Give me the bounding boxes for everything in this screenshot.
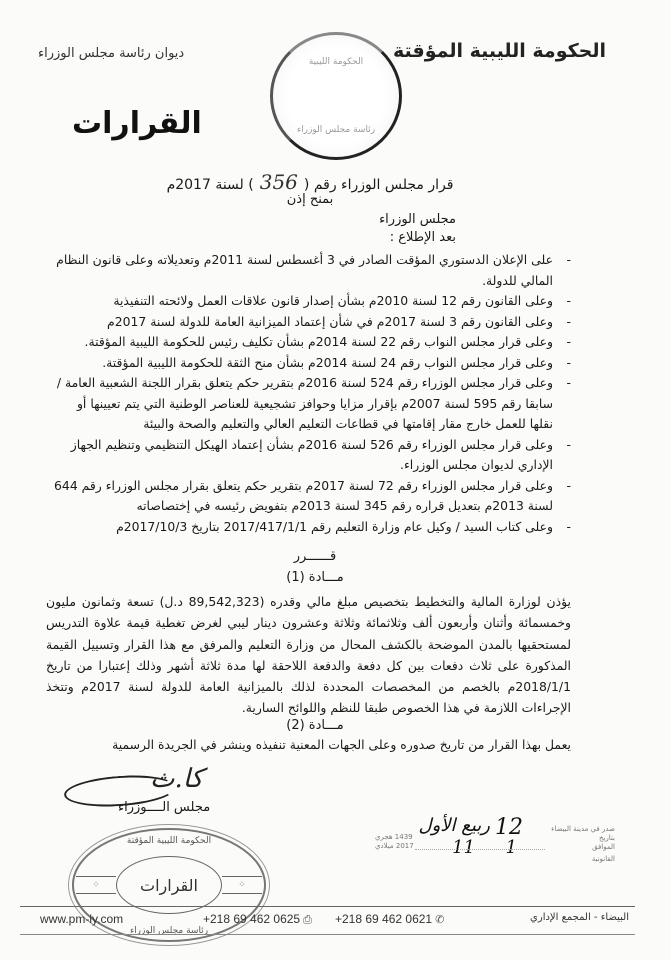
gregorian-day: 1 [505,837,517,858]
stamp-bottom-text: رئاسة مجلس الوزراء [129,926,209,936]
decree-title [0,170,620,194]
bullet: - [566,477,571,493]
signature-mark: كا.ث [150,764,204,794]
section-title: القرارات [72,106,202,141]
footer-fax [203,912,315,927]
preamble-item [51,250,571,291]
decree-number: 356 [259,170,298,194]
footer-website[interactable]: www.pm-ly.com [40,912,124,926]
stamp-top-text: الحكومة الليبية المؤقتة [126,836,212,846]
government-name: الحكومة الليبية المؤقتة [392,40,606,62]
date-underline [415,849,545,850]
preamble-item-text: وعلى قرار مجلس النواب رقم 24 لسنة 2014م بشأن منح الثقة للحكومة الليبية المؤقتة. [102,354,553,370]
fax-number: +218 69 462 0625 [203,912,301,926]
preamble-item [51,517,571,538]
footer-divider-top [20,906,635,907]
preamble-item-text: وعلى قرار مجلس النواب رقم 22 لسنة 2014م بشأن تكليف رئيس للحكومة الليبية المؤقتة. [84,334,553,349]
bullet: - [566,293,571,308]
issued-in-label: صدر في مدينة البيضاء [551,825,615,833]
stamp-ornament-right: ⁘ [222,876,262,894]
footer-phone [335,912,447,926]
article-1-heading: مـــادة (1) [286,570,344,585]
decided-heading: قــــــرر [293,549,337,564]
footer-divider-bottom [20,934,635,935]
seal-top-text: الحكومة الليبية [308,57,364,67]
decree-title-suffix: ) لسنة 2017م [166,177,254,193]
bullet: - [566,436,571,452]
article-2-body: يعمل بهذا القرار من تاريخ صدوره وعلى الجهات المعنية تنفيذه وينشر في الجريدة الرسمية [112,737,571,752]
phone-number: +218 69 462 0621 [335,912,433,926]
preamble-list [51,250,571,537]
decree-subtitle: بمنح إذن [286,192,334,207]
hijri-month: ربيع الأول [418,815,490,836]
office-name: ديوان رئاسة مجلس الوزراء [38,46,185,61]
gregorian-year: 2017 ميلادي [375,842,414,850]
bullet: - [566,375,571,390]
seal-bottom-text: رئاسة مجلس الوزراء [296,125,376,135]
preamble-item-text: وعلى القانون رقم 3 لسنة 2017م في شأن إعتماد الميزانية العامة للدولة لسنة 2017م [107,313,553,329]
bullet: - [566,252,571,267]
issue-footnote: القانونية [591,855,615,863]
preamble-item [51,312,571,333]
preamble-item-text: وعلى قرار مجلس الوزراء رقم 524 لسنة 2016م بتقرير حكم يتعلق بقرار اللجنة الشعبية العامة / سابقا رقم 595 لسنة 2007م بإقرار مزايا وحوافز تشجيعية للعناصر الوطنية التي يتم تعيينها أو نقلها للعمل خارج مقار إقامتها في قطاعات التعليم العالي والتعليم والصحة والبيئة [56,375,553,431]
fax-icon: ⎙ [303,914,312,926]
issue-labels [551,825,615,852]
phone-icon: ✆ [435,914,445,926]
preamble-item [51,373,571,435]
decree-title-prefix: قرار مجلس الوزراء رقم ( [303,177,454,193]
preamble-item-text: على الإعلان الدستوري المؤقت الصادر في 3 أغسطس لسنة 2011م وتعديلاته وعلى قانون النظام المالي للدولة. [56,252,553,288]
preamble-item [51,476,571,517]
preamble-item-text: وعلى قرار مجلس الوزراء رقم 72 لسنة 2017م بتقرير حكم يتعلق بقرار مجلس الوزراء رقم 644 لسنة 2013م بتعديل قراره رقم 345 لسنة 2013م بتفويض رئيسه في إختصاصاته [54,477,553,513]
hijri-year: 1439 هجري [375,833,413,841]
preamble-item-text: وعلى كتاب السيد / وكيل عام وزارة التعليم رقم 2017/417/1/1 بتاريخ 2017/10/3م [116,518,553,534]
date-label: بتاريخ [598,834,615,842]
top-emblem-seal [270,32,402,160]
preamble-item-text: وعلى قرار مجلس الوزراء رقم 526 لسنة 2016م بشأن إعتماد الهيكل التنظيمي وتنظيم الجهاز الإداري لديوان مجلس الوزراء. [70,436,553,472]
article-1-body: يؤذن لوزارة المالية والتخطيط بتخصيص مبلغ مالي وقدره (89,542,323 د.ل) تسعة وثمانون مليون وخمسمائة وأثنان وأربعون ألف وثلاثمائة وثلاثة وعشرون دينار ليبي لغرض تغطية قيمة علاوة التدريس لمستحقيها بالمدن الموضحة بالكشف المحال من وزارة التعليم والمرفق مع هذا القرار وتسييل القيمة المذكورة على ثلاث دفعات بين كل دفعة والدفعة اللاحقة لها مدة ثلاثة أشهر وذلك إعتبارا من تاريخ 2018/1/1م بالخصم من المخصصات المحددة لذلك بالميزانية العامة للدولة لسنة 2017م وتتخذ الإجراءات اللازمة في هذا الخصوص طبقا للنظم واللوائح السارية. [46,594,571,716]
preamble-item [51,435,571,476]
preamble-item [51,353,571,374]
stamp-ornament-left: ⁘ [76,876,116,894]
article-2-heading: مـــادة (2) [286,718,344,733]
preamble-item [51,291,571,312]
footer-address: البيضاء - المجمع الإداري [530,912,629,923]
issue-info [375,815,615,865]
bullet: - [566,354,571,370]
preamble-item-text: وعلى القانون رقم 12 لسنة 2010م بشأن إصدار قانون علاقات العمل ولائحته التنفيذية [113,293,553,308]
bullet: - [566,518,571,534]
stamp-center-text: القرارات [116,856,222,914]
after-review-heading: بعد الإطلاع : [389,230,456,245]
council-heading: مجلس الوزراء [379,212,456,227]
preamble-item [51,332,571,353]
hijri-day: 12 [495,815,523,840]
bullet: - [566,313,571,329]
bullet: - [566,334,571,349]
corresponding-label: الموافق [592,843,615,851]
gregorian-month: 11 [452,837,475,858]
signatory-title: مجلس الــــوزراء [118,800,211,815]
